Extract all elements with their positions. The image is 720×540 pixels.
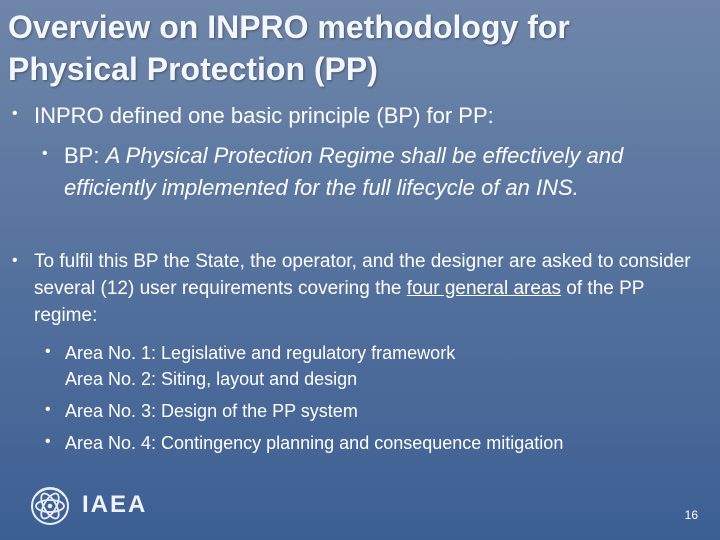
area-dot-3: • [45,401,51,418]
area-item-3 [45,398,695,424]
bp-text: A Physical Protection Regime shall be effectively and efficiently implemented for the full lifecycle of an INS. [64,143,624,200]
bp-prefix: BP: [64,143,106,168]
bullet-text-1-sub [64,140,684,204]
atom-icon [28,485,72,527]
four-general-areas: four general areas [406,278,562,299]
bullet-dot-1-sub: • [42,145,48,162]
slide-title: Overview on INPRO methodology for Physical Protection (PP) [8,9,570,87]
logo-text: IAEA [82,491,148,518]
page-number: 16 [684,508,698,522]
bullet-dot-2: • [12,252,18,269]
area-text-3: Area No. 3: Design of the PP system [65,401,358,421]
bullet-1 [12,100,702,134]
bullet-2 [12,248,702,332]
bullet-1-sub [42,140,702,238]
bullet-2-part1: To fulfil this BP the State, the operator, and the designer are asked to consider several (12) user requirements covering the [34,251,691,299]
bullet-text-1: INPRO defined one basic principle (BP) for PP: [34,103,494,128]
area-item-2 [65,366,685,392]
area-text-2: Area No. 2: Siting, layout and design [65,369,358,389]
bullet-text-2 [34,248,704,329]
area-item-4 [45,430,705,456]
bullet-dot-1: • [12,105,18,122]
area-dot-1: • [45,343,51,360]
iaea-logo [28,485,168,527]
area-dot-4: • [45,433,51,450]
bullet-2-part2: of the PP regime: [34,278,645,326]
area-text-4: Area No. 4: Contingency planning and consequence mitigation [65,433,564,453]
area-text-1: Area No. 1: Legislative and regulatory framework [65,343,456,363]
